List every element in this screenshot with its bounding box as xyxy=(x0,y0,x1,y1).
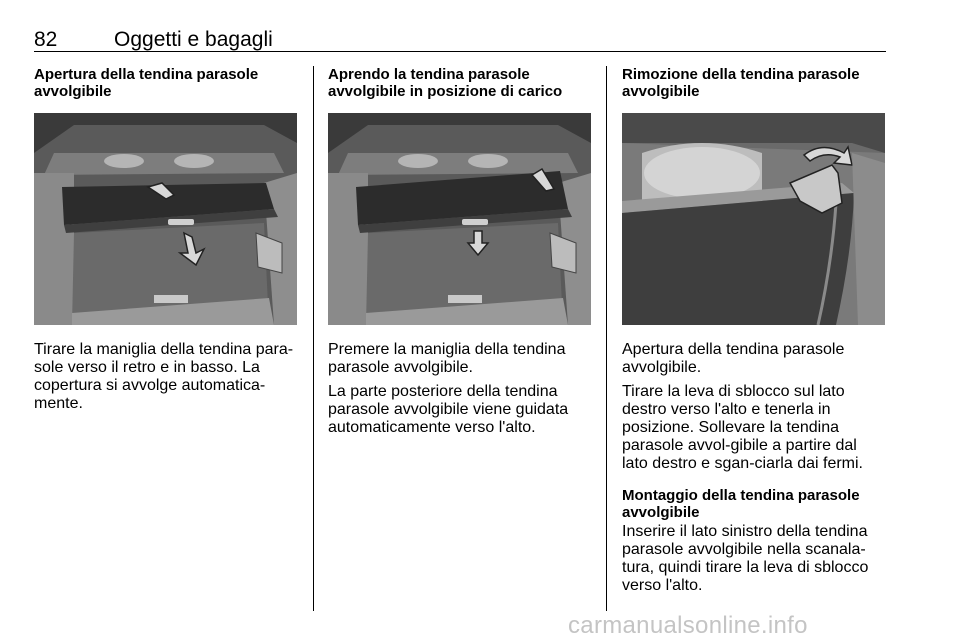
cargo-area-illustration xyxy=(328,113,591,325)
paragraph: Inserire il lato sinistro della tendina parasole avvolgibile nella scanala-tura, quindi tirare la leva di sblocco verso l'alto. xyxy=(622,523,869,594)
release-lever-illustration xyxy=(622,113,885,325)
figure-cover-loading-position xyxy=(328,113,591,325)
figure-cover-opening xyxy=(34,113,297,325)
paragraph: Tirare la leva di sblocco sul lato destro verso l'alto e tenerla in posizione. Sollevare la tendina parasole avvol-gibile a partire dal lato destro e sgan-ciarla dai fermi. xyxy=(622,383,863,472)
column-divider-1 xyxy=(313,66,314,611)
page-number: 82 xyxy=(34,28,58,51)
watermark: carmanualsonline.info xyxy=(568,612,808,639)
page-title: Oggetti e bagagli xyxy=(114,28,273,51)
figure-cover-removal xyxy=(622,113,885,325)
column-3 xyxy=(622,66,885,595)
section-heading: Apertura della tendina parasole avvolgibile xyxy=(34,66,259,100)
header-rule xyxy=(34,51,886,52)
column-1 xyxy=(34,66,297,413)
paragraph: Premere la maniglia della tendina parasole avvolgibile. xyxy=(328,341,566,376)
section-subheading: Montaggio della tendina parasole avvolgibile xyxy=(622,487,860,521)
cargo-area-illustration xyxy=(34,113,297,325)
column-divider-2 xyxy=(606,66,607,611)
section-heading: Rimozione della tendina parasole avvolgibile xyxy=(622,66,860,100)
section-heading: Aprendo la tendina parasole avvolgibile in posizione di carico xyxy=(328,66,563,100)
paragraph: Apertura della tendina parasole avvolgibile. xyxy=(622,341,845,376)
column-2 xyxy=(328,66,591,437)
paragraph: La parte posteriore della tendina parasole avvolgibile viene guidata automaticamente verso l'alto. xyxy=(328,383,569,436)
paragraph: Tirare la maniglia della tendina para-sole verso il retro e in basso. La copertura si avvolge automatica-mente. xyxy=(34,341,294,412)
